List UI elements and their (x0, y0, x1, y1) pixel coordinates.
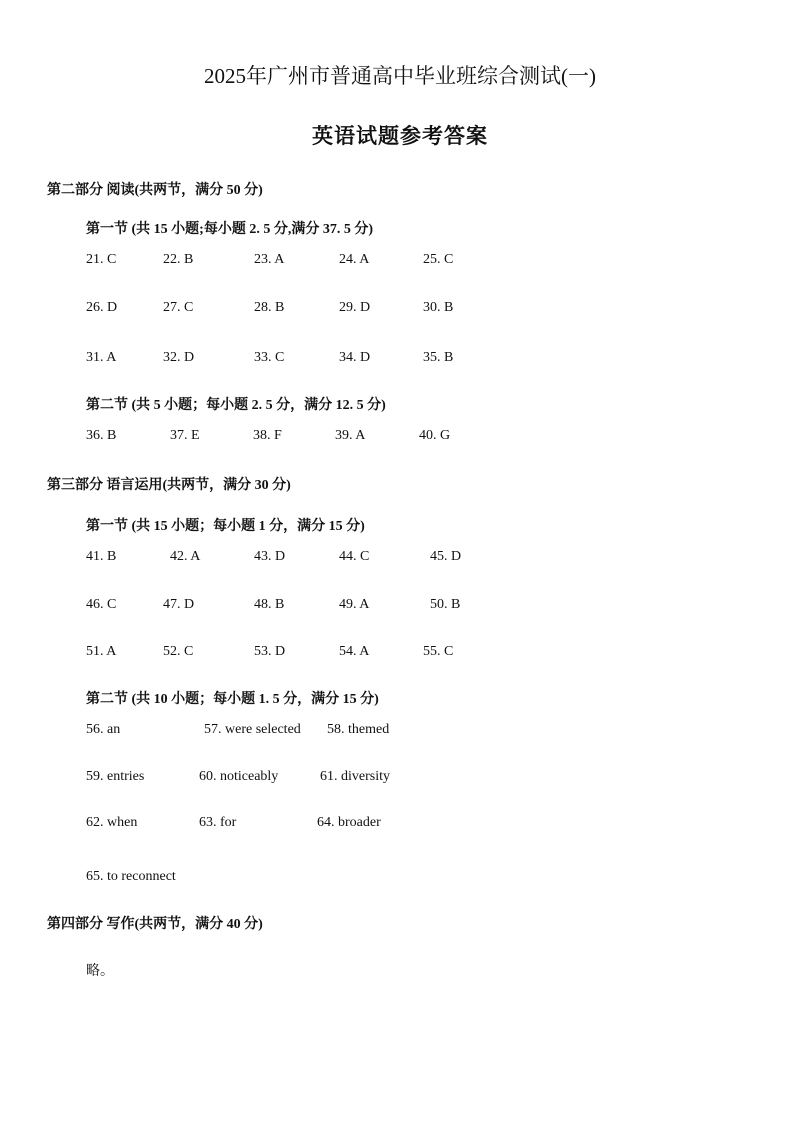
part4-heading: 第四部分 写作(共两节，满分 40 分) (47, 917, 263, 932)
answer-31: 31. A (86, 350, 117, 365)
answer-33: 33. C (254, 350, 285, 365)
answer-58: 58. themed (327, 722, 390, 737)
answer-26: 26. D (86, 300, 118, 315)
answer-51: 51. A (86, 644, 117, 659)
part3-heading: 第三部分 语言运用(共两节，满分 30 分) (47, 478, 291, 493)
answer-42: 42. A (170, 549, 201, 564)
answer-25: 25. C (423, 252, 454, 267)
answer-23: 23. A (254, 252, 285, 267)
part4-note: 略。 (86, 964, 114, 979)
page-title: 2025年广州市普通高中毕业班综合测试(一) (204, 64, 596, 88)
answer-49: 49. A (339, 597, 370, 612)
answer-60: 60. noticeably (199, 769, 279, 784)
part2-heading: 第二部分 阅读(共两节，满分 50 分) (47, 183, 263, 198)
answer-43: 43. D (254, 549, 286, 564)
answer-41: 41. B (86, 549, 117, 564)
answer-52: 52. C (163, 644, 194, 659)
part2-section1-heading: 第一节 (共 15 小题;每小题 2. 5 分,满分 37. 5 分) (86, 222, 373, 237)
answer-24: 24. A (339, 252, 370, 267)
answer-53: 53. D (254, 644, 286, 659)
answer-45: 45. D (430, 549, 462, 564)
answer-30: 30. B (423, 300, 454, 315)
answer-57: 57. were selected (204, 722, 301, 737)
answer-62: 62. when (86, 815, 138, 830)
answer-48: 48. B (254, 597, 285, 612)
part2-section2-heading: 第二节 (共 5 小题；每小题 2. 5 分，满分 12. 5 分) (86, 398, 386, 413)
answer-29: 29. D (339, 300, 371, 315)
answer-55: 55. C (423, 644, 454, 659)
answer-64: 64. broader (317, 815, 381, 830)
answer-65: 65. to reconnect (86, 869, 176, 884)
answer-39: 39. A (335, 428, 366, 443)
answer-40: 40. G (419, 428, 451, 443)
answer-47: 47. D (163, 597, 195, 612)
answer-22: 22. B (163, 252, 194, 267)
answer-44: 44. C (339, 549, 370, 564)
answer-34: 34. D (339, 350, 371, 365)
answer-38: 38. F (253, 428, 282, 443)
answer-21: 21. C (86, 252, 117, 267)
answer-36: 36. B (86, 428, 117, 443)
answer-28: 28. B (254, 300, 285, 315)
part3-section2-heading: 第二节 (共 10 小题；每小题 1. 5 分，满分 15 分) (86, 692, 379, 707)
answer-59: 59. entries (86, 769, 145, 784)
answer-32: 32. D (163, 350, 195, 365)
answer-27: 27. C (163, 300, 194, 315)
answer-61: 61. diversity (320, 769, 390, 784)
answer-37: 37. E (170, 428, 200, 443)
answer-35: 35. B (423, 350, 454, 365)
answer-50: 50. B (430, 597, 461, 612)
answer-46: 46. C (86, 597, 117, 612)
part3-section1-heading: 第一节 (共 15 小题；每小题 1 分，满分 15 分) (86, 519, 365, 534)
answer-56: 56. an (86, 722, 121, 737)
answer-54: 54. A (339, 644, 370, 659)
answer-63: 63. for (199, 815, 237, 830)
page-subtitle: 英语试题参考答案 (312, 124, 488, 148)
